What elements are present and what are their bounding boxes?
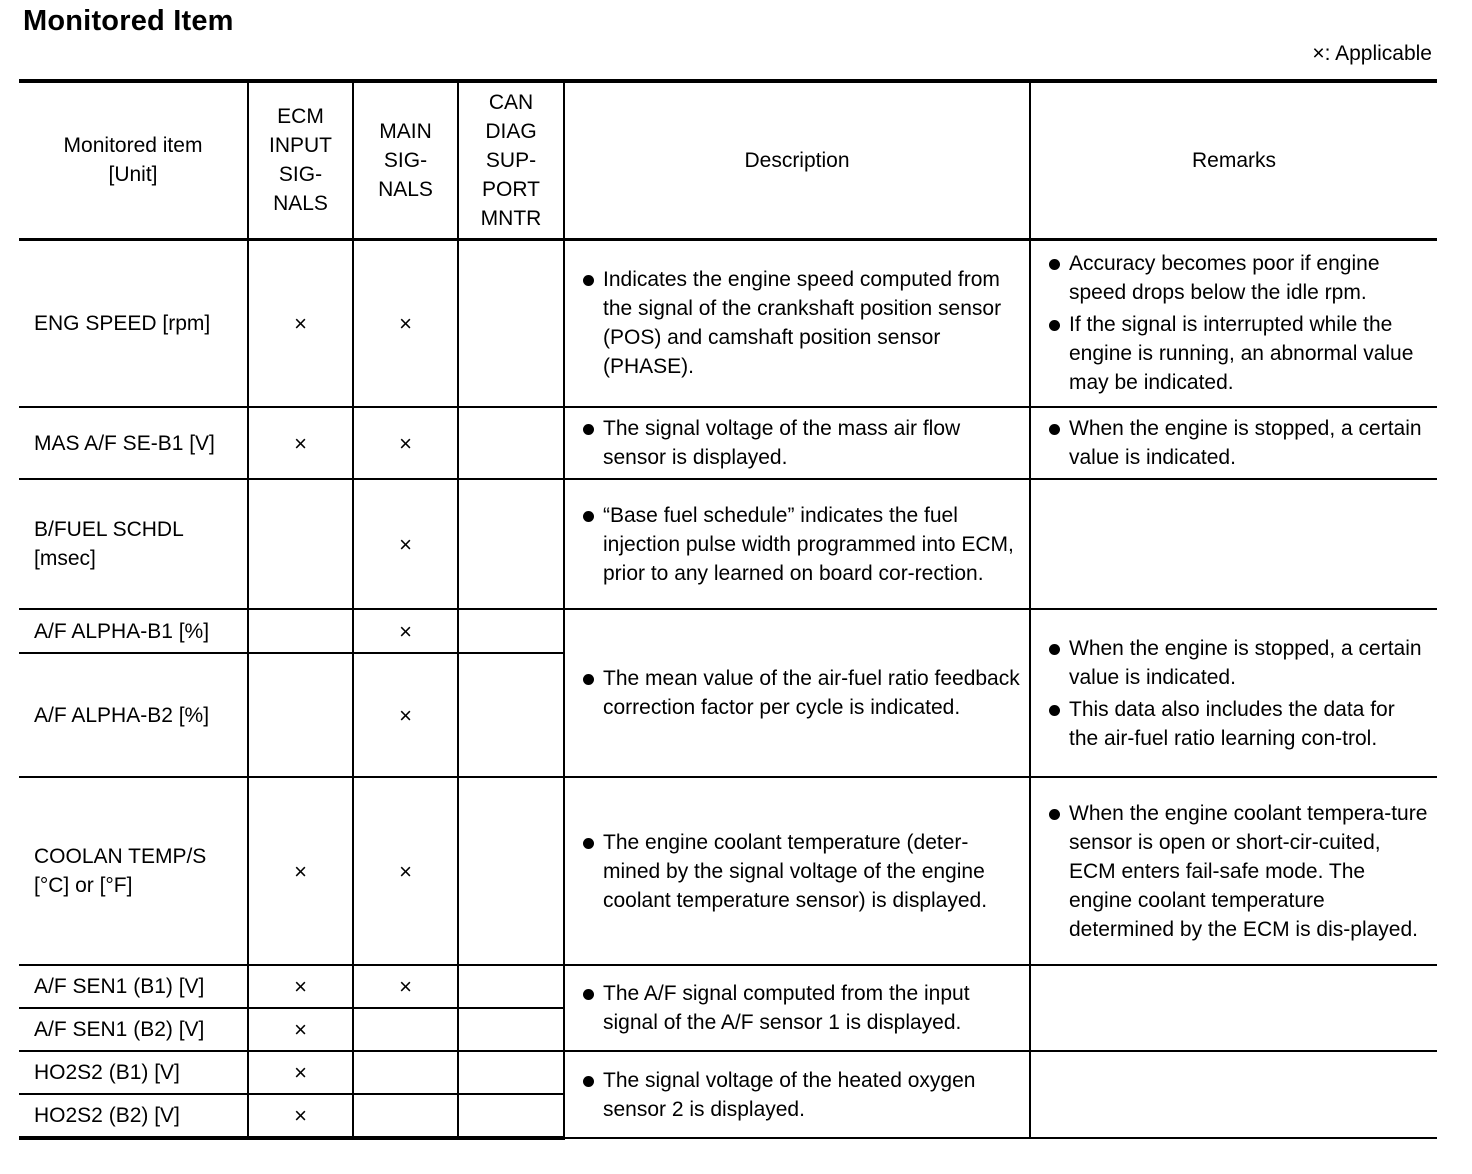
description-cell (564, 609, 1030, 777)
remarks-cell (1030, 239, 1437, 407)
main-mark: × (353, 965, 458, 1008)
table-row (19, 239, 1437, 407)
ecm-mark: × (248, 239, 353, 407)
ecm-mark: × (248, 777, 353, 965)
table-row (19, 777, 1437, 965)
remark-bullet: If the signal is interrupted while the engine is running, an abnormal value may be indicated. (1047, 310, 1429, 397)
remark-bullet: This data also includes the data for the air-fuel ratio learning con-trol. (1047, 695, 1429, 753)
row-item: COOLAN TEMP/S [°C] or [°F] (19, 777, 248, 965)
can-mark (458, 1094, 564, 1138)
ecm-mark (248, 609, 353, 653)
remarks-cell (1030, 609, 1437, 777)
remark-bullet: When the engine is stopped, a certain value is indicated. (1047, 634, 1429, 692)
can-mark (458, 1051, 564, 1094)
can-mark (458, 407, 564, 479)
description-cell (564, 777, 1030, 965)
can-mark (458, 479, 564, 609)
description-cell (564, 239, 1030, 407)
header-main-signals: MAIN SIG- NALS (353, 81, 458, 239)
ecm-mark: × (248, 1008, 353, 1051)
page-title: Monitored Item (23, 5, 234, 37)
main-mark: × (353, 479, 458, 609)
description-cell (564, 407, 1030, 479)
row-item: ENG SPEED [rpm] (19, 239, 248, 407)
description-cell (564, 965, 1030, 1051)
main-mark: × (353, 777, 458, 965)
remarks-cell (1030, 479, 1437, 609)
ecm-mark: × (248, 1094, 353, 1138)
table-row (19, 609, 1437, 653)
table-row (19, 479, 1437, 609)
monitored-item-table (19, 79, 1437, 1140)
description-bullet: The signal voltage of the mass air flow sensor is displayed. (581, 414, 1021, 472)
remarks-cell (1030, 777, 1437, 965)
can-mark (458, 777, 564, 965)
ecm-mark: × (248, 407, 353, 479)
row-item: A/F SEN1 (B2) [V] (19, 1008, 248, 1051)
ecm-mark (248, 653, 353, 777)
header-row (19, 81, 1437, 239)
header-ecm-input-signals: ECM INPUT SIG- NALS (248, 81, 353, 239)
remark-bullet: Accuracy becomes poor if engine speed drops below the idle rpm. (1047, 249, 1429, 307)
description-bullet: The mean value of the air-fuel ratio feedback correction factor per cycle is indicated. (581, 664, 1021, 722)
table-row (19, 1051, 1437, 1094)
row-item: HO2S2 (B2) [V] (19, 1094, 248, 1138)
description-cell (564, 479, 1030, 609)
can-mark (458, 239, 564, 407)
row-item: A/F SEN1 (B1) [V] (19, 965, 248, 1008)
main-mark: × (353, 609, 458, 653)
description-cell (564, 1051, 1030, 1138)
row-item: MAS A/F SE-B1 [V] (19, 407, 248, 479)
description-bullet: Indicates the engine speed computed from the signal of the crankshaft position sensor (POS) and camshaft position sensor (PHASE). (581, 265, 1021, 381)
description-bullet: The signal voltage of the heated oxygen sensor 2 is displayed. (581, 1066, 1021, 1124)
main-mark (353, 1008, 458, 1051)
header-can-diag-support-mntr: CAN DIAG SUP- PORT MNTR (458, 81, 564, 239)
remark-bullet: When the engine coolant tempera-ture sensor is open or short-cir-cuited, ECM enters fail-safe mode. The engine coolant temperature determined by the ECM is dis-played. (1047, 799, 1429, 944)
remarks-cell (1030, 407, 1437, 479)
main-mark: × (353, 239, 458, 407)
table-row (19, 965, 1437, 1008)
header-monitored-item: Monitored item [Unit] (19, 81, 248, 239)
main-mark (353, 1094, 458, 1138)
header-description: Description (564, 81, 1030, 239)
legend: ×: Applicable (1312, 42, 1432, 65)
table-row (19, 407, 1437, 479)
can-mark (458, 609, 564, 653)
main-mark: × (353, 653, 458, 777)
row-item: HO2S2 (B1) [V] (19, 1051, 248, 1094)
header-remarks: Remarks (1030, 81, 1437, 239)
description-bullet: The engine coolant temperature (deter-mined by the signal voltage of the engine coolant temperature sensor) is displayed. (581, 828, 1021, 915)
row-item: A/F ALPHA-B1 [%] (19, 609, 248, 653)
row-item: B/FUEL SCHDL [msec] (19, 479, 248, 609)
ecm-mark: × (248, 1051, 353, 1094)
description-bullet: The A/F signal computed from the input signal of the A/F sensor 1 is displayed. (581, 979, 1021, 1037)
main-mark (353, 1051, 458, 1094)
ecm-mark (248, 479, 353, 609)
row-item: A/F ALPHA-B2 [%] (19, 653, 248, 777)
remarks-cell (1030, 1051, 1437, 1138)
can-mark (458, 1008, 564, 1051)
can-mark (458, 965, 564, 1008)
remark-bullet: When the engine is stopped, a certain value is indicated. (1047, 414, 1429, 472)
remarks-cell (1030, 965, 1437, 1051)
ecm-mark: × (248, 965, 353, 1008)
main-mark: × (353, 407, 458, 479)
description-bullet: “Base fuel schedule” indicates the fuel injection pulse width programmed into ECM, prior to any learned on board cor-rection. (581, 501, 1021, 588)
can-mark (458, 653, 564, 777)
